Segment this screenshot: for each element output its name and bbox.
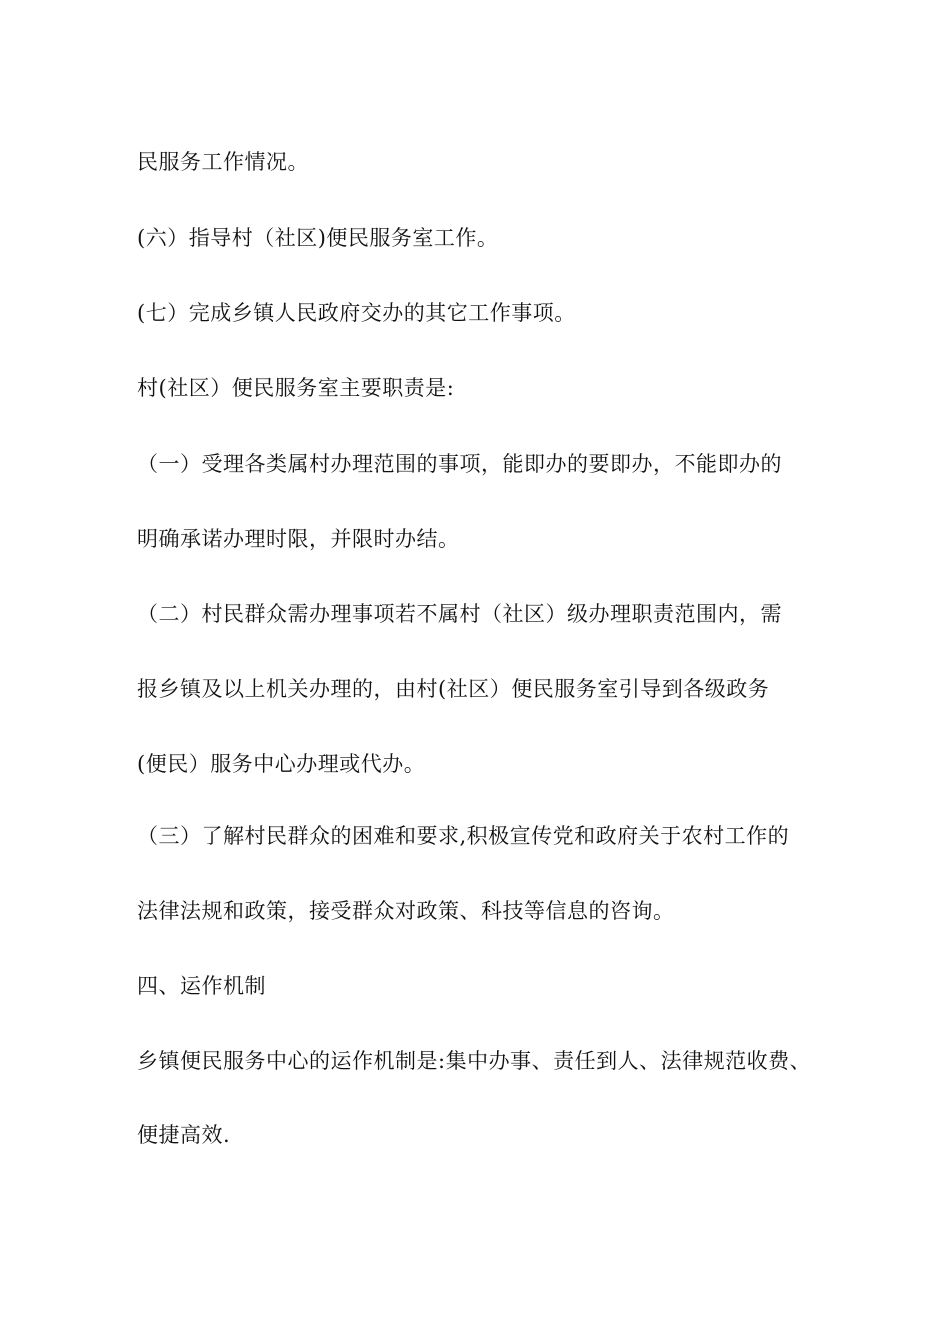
paragraph-line: 法律法规和政策，接受群众对政策、科技等信息的咨询。	[137, 899, 675, 923]
paragraph-line: 便捷高效.	[137, 1123, 231, 1147]
paragraph-line: （一）受理各类属村办理范围的事项，能即办的要即办，不能即办的	[137, 452, 782, 476]
paragraph-line: 乡镇便民服务中心的运作机制是:集中办事、责任到人、法律规范收费、	[137, 1049, 812, 1073]
paragraph-line: 民服务工作情况。	[137, 150, 309, 174]
paragraph-line: 报乡镇及以上机关办理的，由村(社区）便民服务室引导到各级政务	[137, 677, 770, 701]
paragraph-line: （二）村民群众需办理事项若不属村（社区）级办理职责范围内，需	[137, 602, 782, 626]
paragraph-line: （三）了解村民群众的困难和要求,积极宣传党和政府关于农村工作的	[137, 824, 790, 848]
paragraph-line: (六）指导村（社区)便民服务室工作。	[137, 226, 499, 250]
paragraph-line: (七）完成乡镇人民政府交办的其它工作事项。	[137, 301, 576, 325]
section-heading: 四、运作机制	[137, 974, 266, 998]
paragraph-line: (便民）服务中心办理或代办。	[137, 752, 426, 776]
section-heading: 村(社区）便民服务室主要职责是:	[137, 376, 455, 400]
paragraph-line: 明确承诺办理时限，并限时办结。	[137, 527, 460, 551]
